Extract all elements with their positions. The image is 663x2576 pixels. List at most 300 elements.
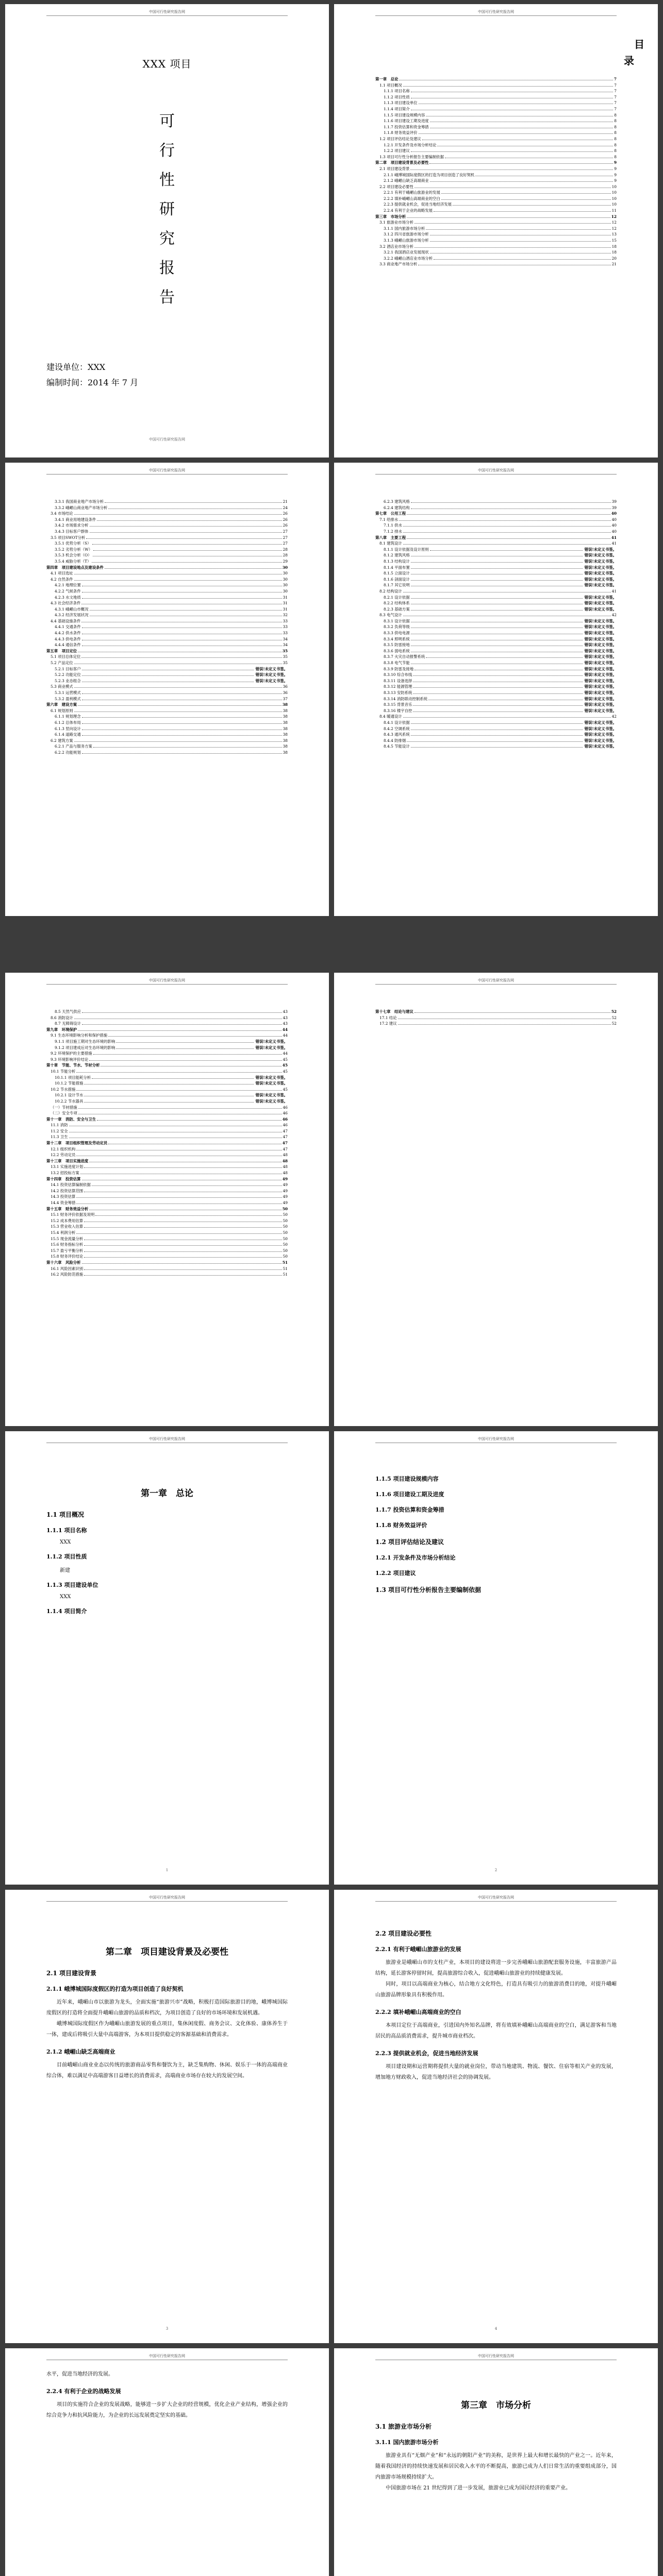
- toc-entry[interactable]: [375, 529, 617, 535]
- toc-entry[interactable]: [46, 1200, 288, 1206]
- toc-entry-title: 15.6 财务指标分析: [51, 1242, 84, 1247]
- toc-entry[interactable]: [46, 1170, 288, 1176]
- toc-entry-title: 6.1.1 规划理念: [55, 714, 81, 719]
- toc-page-number: 26: [283, 511, 288, 516]
- toc-entry[interactable]: [375, 660, 617, 666]
- toc-entry[interactable]: [375, 249, 617, 256]
- toc-entry[interactable]: [375, 702, 617, 708]
- toc-entry-title: 10.2 节水措施: [51, 1087, 76, 1092]
- subsection-heading: 2.1.1 峨博城国际度假区的打造为项目创造了良好契机: [46, 1986, 184, 1992]
- toc-entry[interactable]: [46, 654, 288, 660]
- toc-entry[interactable]: [46, 1057, 288, 1063]
- toc-entry[interactable]: [375, 648, 617, 654]
- toc-dot-leader: [78, 705, 281, 706]
- toc-page-number: 37: [283, 696, 288, 701]
- toc-entry[interactable]: [46, 618, 288, 624]
- toc-entry[interactable]: [46, 588, 288, 595]
- toc-dot-leader: [116, 1042, 253, 1043]
- toc-entry[interactable]: [46, 505, 288, 511]
- toc-entry[interactable]: [46, 624, 288, 630]
- toc-entry-title: 5.2.2 功能定位: [55, 672, 81, 677]
- toc-entry[interactable]: [375, 82, 617, 89]
- toc-page-number: 27: [283, 541, 288, 546]
- toc-dot-leader: [426, 657, 582, 658]
- toc-entry[interactable]: [46, 1164, 288, 1170]
- toc-entry[interactable]: [375, 88, 617, 94]
- toc-entry[interactable]: [375, 577, 617, 583]
- toc-entry-title: 3.2 酒店业市场分析: [379, 244, 413, 249]
- toc-entry[interactable]: [375, 244, 617, 250]
- toc-entry[interactable]: [46, 1146, 288, 1153]
- toc-entry[interactable]: [46, 1176, 288, 1182]
- toc-entry[interactable]: [46, 1248, 288, 1254]
- toc-entry[interactable]: [46, 595, 288, 601]
- toc-bookmark-error: 错误!未定义书签。: [584, 636, 617, 641]
- toc-entry[interactable]: [375, 166, 617, 172]
- toc-entry[interactable]: [375, 726, 617, 732]
- toc-entry[interactable]: [46, 1027, 288, 1033]
- page-header: 中国可行性研究报告网: [46, 2353, 288, 2360]
- toc-entry-title: 16.1 风险因素识别: [51, 1266, 84, 1271]
- toc-entry[interactable]: [375, 588, 617, 595]
- toc-entry[interactable]: [46, 1105, 288, 1111]
- toc-entry[interactable]: [375, 261, 617, 267]
- toc-entry[interactable]: [46, 529, 288, 535]
- toc-entry[interactable]: [46, 499, 288, 505]
- toc-entry[interactable]: [375, 106, 617, 112]
- toc-page-number: 7: [614, 100, 617, 106]
- toc-entry[interactable]: [375, 595, 617, 601]
- toc-page-number: 7: [614, 94, 617, 99]
- toc-entry-title: 14.4 资金筹措: [51, 1200, 76, 1205]
- toc-entry[interactable]: [375, 654, 617, 660]
- toc-entry[interactable]: [375, 238, 617, 244]
- toc-entry[interactable]: [46, 1021, 288, 1027]
- toc-bookmark-error: 错误!未定义书签。: [255, 672, 288, 677]
- toc-entry[interactable]: [46, 1242, 288, 1248]
- toc-entry[interactable]: [375, 1021, 617, 1027]
- toc-dot-leader: [82, 1263, 281, 1264]
- toc-entry[interactable]: [375, 565, 617, 571]
- toc-entry-title: 第二章 项目建设背景及必要性: [375, 160, 429, 165]
- toc-entry[interactable]: [375, 511, 617, 517]
- toc-entry-title: 3.3 商业地产市场分析: [379, 262, 418, 267]
- toc-entry[interactable]: [375, 184, 617, 190]
- toc-entry[interactable]: [375, 606, 617, 613]
- toc-entry[interactable]: [46, 1075, 288, 1081]
- toc-entry[interactable]: [46, 648, 288, 654]
- toc-entry[interactable]: [46, 1039, 288, 1045]
- toc-entry[interactable]: [46, 1080, 288, 1087]
- toc-entry[interactable]: [46, 1152, 288, 1158]
- toc-dot-leader: [398, 1024, 611, 1025]
- toc-entry-title: 2.2.4 有利于企业的战略发展: [384, 208, 433, 213]
- project-nature-value: 新建: [60, 1568, 70, 1573]
- toc-page-number: 8: [614, 154, 617, 159]
- toc-entry[interactable]: [46, 558, 288, 565]
- toc-page-number: 44: [283, 1051, 288, 1056]
- toc-entry[interactable]: [375, 231, 617, 238]
- toc-page-number: 18: [611, 250, 617, 255]
- toc-entry[interactable]: [375, 1009, 617, 1015]
- toc-entry[interactable]: [375, 499, 617, 505]
- toc-page-number: 34: [283, 636, 288, 641]
- toc-entry-title: 8.4.2 空调系统: [384, 726, 410, 731]
- toc-entry[interactable]: [46, 1045, 288, 1051]
- toc-entry-title: 4.3 社会经济条件: [51, 601, 81, 606]
- toc-entry[interactable]: [46, 522, 288, 529]
- toc-entry[interactable]: [46, 1182, 288, 1188]
- toc-entry[interactable]: [46, 517, 288, 523]
- toc-entry[interactable]: [46, 732, 288, 738]
- toc-entry-title: 8.4.5 节能设计: [384, 744, 410, 749]
- cover-vertical-title: [5, 107, 329, 312]
- toc-page-number: 30: [283, 577, 288, 582]
- toc-entry[interactable]: [375, 552, 617, 558]
- toc-entry[interactable]: [375, 684, 617, 690]
- toc-dot-leader: [403, 86, 614, 87]
- toc-list: [46, 499, 288, 756]
- toc-entry[interactable]: [375, 690, 617, 696]
- toc-entry[interactable]: [46, 672, 288, 678]
- page-header: 中国可行性研究报告网: [375, 1436, 617, 1443]
- page-toc-4: [5, 973, 329, 1426]
- toc-entry[interactable]: [46, 630, 288, 636]
- toc-entry-title: 8.2.1 设计依据: [384, 595, 410, 600]
- toc-dot-leader: [413, 675, 582, 676]
- toc-dot-leader: [97, 520, 281, 521]
- toc-dot-leader: [407, 741, 582, 742]
- toc-entry[interactable]: [375, 743, 617, 750]
- toc-entry[interactable]: [46, 511, 288, 517]
- toc-page-number: 38: [283, 714, 288, 719]
- toc-entry-title: 1.1.6 项目建设工期及进度: [384, 118, 429, 124]
- toc-entry-title: 15.8 财务评价结论: [51, 1254, 84, 1259]
- toc-dot-leader: [415, 1012, 610, 1013]
- toc-entry[interactable]: [46, 1212, 288, 1218]
- toc-dot-leader: [74, 687, 282, 688]
- toc-entry[interactable]: [46, 678, 288, 684]
- toc-dot-leader: [411, 580, 583, 581]
- toc-entry[interactable]: [46, 1122, 288, 1128]
- toc-entry[interactable]: [46, 570, 288, 577]
- toc-entry[interactable]: [46, 714, 288, 720]
- toc-dot-leader: [105, 568, 281, 569]
- toc-entry[interactable]: [46, 666, 288, 672]
- toc-page-number: 44: [283, 1033, 288, 1038]
- toc-entry[interactable]: [375, 76, 617, 82]
- toc-page-number: 10: [611, 196, 617, 201]
- toc-dot-leader: [76, 1197, 281, 1198]
- toc-page-number: 8: [614, 136, 617, 141]
- toc-page-number: 43: [283, 1015, 288, 1020]
- toc-entry[interactable]: [375, 642, 617, 648]
- toc-entry[interactable]: [46, 552, 288, 558]
- construction-unit: 建设单位：XXX: [46, 362, 106, 372]
- toc-bookmark-error: 错误!未定义书签。: [584, 577, 617, 582]
- toc-entry[interactable]: [46, 565, 288, 571]
- toc-entry-title: 5.3 商业模式: [51, 684, 73, 689]
- toc-entry[interactable]: [46, 636, 288, 642]
- page-toc-2: [5, 463, 329, 916]
- toc-entry-title: 第三章 市场分析: [375, 214, 406, 219]
- toc-page-number: 36: [283, 684, 288, 689]
- toc-entry[interactable]: [375, 256, 617, 262]
- toc-bookmark-error: 错误!未定义书签。: [584, 666, 617, 671]
- toc-entry[interactable]: [46, 726, 288, 732]
- toc-entry[interactable]: [375, 570, 617, 577]
- toc-page-number: 8: [614, 148, 617, 154]
- toc-entry[interactable]: [46, 690, 288, 696]
- toc-entry[interactable]: [46, 1116, 288, 1123]
- toc-entry[interactable]: [46, 660, 288, 666]
- toc-entry-title: 11.3 卫生: [51, 1134, 68, 1140]
- toc-entry[interactable]: [46, 1050, 288, 1057]
- toc-entry[interactable]: [375, 94, 617, 100]
- toc-entry-title: 第十七章 结论与建议: [375, 1009, 413, 1014]
- toc-entry[interactable]: [46, 642, 288, 648]
- subsection-heading: 1.1.7 投资估算和资金筹措: [375, 1506, 444, 1513]
- toc-page-number: 41: [611, 541, 617, 546]
- toc-page-number: 39: [611, 499, 617, 504]
- toc-page-number: 9: [614, 178, 617, 183]
- page-chapter-1-cont: [334, 1431, 658, 1885]
- toc-entry[interactable]: [46, 720, 288, 726]
- toc-dot-leader: [441, 199, 611, 200]
- toc-bookmark-error: 错误!未定义书签。: [584, 565, 617, 570]
- toc-page-number: 50: [283, 1224, 288, 1229]
- toc-entry[interactable]: [46, 1110, 288, 1116]
- toc-entry[interactable]: [46, 600, 288, 606]
- toc-entry[interactable]: [46, 547, 288, 553]
- toc-entry[interactable]: [375, 172, 617, 178]
- toc-entry-title: （二）安全专项: [51, 1111, 77, 1116]
- subsection-heading: 1.1.3 项目建设单位: [46, 1582, 98, 1588]
- toc-entry-title: 3.4.3 目标客户群体: [55, 529, 89, 534]
- toc-page-number: 50: [283, 1254, 288, 1259]
- toc-page-number: 10: [611, 184, 617, 189]
- toc-entry-title: 9.3 环境影响评价结论: [51, 1057, 89, 1062]
- toc-page-number: 48: [283, 1171, 288, 1176]
- toc-entry[interactable]: [375, 732, 617, 738]
- toc-entry[interactable]: [375, 540, 617, 547]
- toc-entry[interactable]: [46, 1266, 288, 1272]
- toc-bookmark-error: 错误!未定义书签。: [584, 684, 617, 689]
- toc-entry-title: 1.2 项目评估结论及建议: [379, 136, 421, 141]
- toc-dot-leader: [84, 1257, 281, 1258]
- toc-entry[interactable]: [375, 208, 617, 214]
- toc-entry[interactable]: [375, 178, 617, 184]
- toc-entry[interactable]: [375, 714, 617, 720]
- toc-entry[interactable]: [375, 696, 617, 702]
- toc-entry[interactable]: [375, 624, 617, 630]
- toc-entry[interactable]: [375, 558, 617, 565]
- toc-entry[interactable]: [46, 540, 288, 547]
- toc-dot-leader: [84, 1245, 281, 1246]
- toc-entry[interactable]: [46, 1140, 288, 1146]
- toc-page-number: 8: [614, 130, 617, 135]
- toc-entry[interactable]: [46, 1260, 288, 1266]
- toc-entry-title: 8.3.13 安防系统: [384, 690, 412, 695]
- toc-page-number: 46: [282, 1116, 288, 1122]
- toc-entry[interactable]: [46, 1069, 288, 1075]
- toc-entry[interactable]: [46, 606, 288, 613]
- toc-entry[interactable]: [375, 630, 617, 636]
- toc-entry[interactable]: [375, 522, 617, 529]
- toc-entry[interactable]: [46, 750, 288, 756]
- toc-entry[interactable]: [46, 1087, 288, 1093]
- toc-entry[interactable]: [375, 708, 617, 714]
- compile-date: 编制时间：2014 年 7 月: [46, 378, 139, 388]
- toc-entry[interactable]: [375, 600, 617, 606]
- cover-footer: 中国可行性研究报告网: [149, 437, 185, 442]
- toc-entry-title: 第十一章 消防、安全与卫生: [46, 1116, 96, 1122]
- toc-entry-title: 3.1.1 国内旅游市场分析: [384, 226, 425, 231]
- paragraph: 水平，促进当地经济的发展。: [46, 2371, 113, 2377]
- toc-bookmark-error: 错误!未定义书签。: [584, 726, 617, 731]
- toc-entry[interactable]: [375, 505, 617, 511]
- toc-entry[interactable]: [46, 1224, 288, 1230]
- toc-bookmark-error: 错误!未定义书签。: [584, 690, 617, 695]
- toc-entry[interactable]: [46, 1032, 288, 1039]
- toc-entry-title: 第八章 主要工程: [375, 535, 406, 540]
- toc-entry[interactable]: [375, 582, 617, 588]
- toc-entry[interactable]: [375, 196, 617, 202]
- toc-page-number: 45: [283, 1057, 288, 1062]
- toc-entry[interactable]: [375, 100, 617, 106]
- toc-entry[interactable]: [375, 517, 617, 523]
- toc-entry[interactable]: [375, 136, 617, 142]
- toc-page-number: 40: [611, 511, 617, 516]
- toc-page-number: 29: [283, 558, 288, 564]
- toc-bookmark-error: 错误!未定义书签。: [255, 666, 288, 671]
- toc-entry[interactable]: [46, 1092, 288, 1098]
- toc-entry[interactable]: [46, 684, 288, 690]
- toc-entry[interactable]: [375, 214, 617, 220]
- toc-page-number: 9: [614, 166, 617, 171]
- toc-entry[interactable]: [375, 1015, 617, 1021]
- toc-page-number: 7: [614, 82, 617, 88]
- toc-entry[interactable]: [46, 708, 288, 714]
- toc-entry[interactable]: [46, 1128, 288, 1134]
- toc-entry[interactable]: [46, 612, 288, 618]
- page-toc-5: [334, 973, 658, 1426]
- toc-entry[interactable]: [375, 535, 617, 541]
- toc-entry[interactable]: [46, 577, 288, 583]
- toc-entry[interactable]: [46, 1188, 288, 1194]
- toc-entry[interactable]: [375, 547, 617, 553]
- toc-entry-title: 第五章 项目定位: [46, 648, 77, 653]
- toc-entry[interactable]: [375, 201, 617, 208]
- toc-entry-title: 5.1 项目总体定位: [51, 654, 81, 659]
- toc-page-number: 8: [614, 112, 617, 117]
- toc-page-number: 40: [611, 523, 617, 528]
- toc-entry[interactable]: [375, 130, 617, 136]
- toc-entry[interactable]: [375, 618, 617, 624]
- page-number: 3: [165, 2327, 169, 2331]
- toc-page-number: 40: [611, 517, 617, 522]
- toc-entry[interactable]: [46, 743, 288, 750]
- toc-page-number: 33: [283, 631, 288, 636]
- toc-dot-leader: [413, 711, 582, 712]
- toc-entry-title: 3.1.2 四川省旅游市场分析: [384, 232, 429, 237]
- toc-entry[interactable]: [46, 696, 288, 702]
- toc-page-number: 49: [283, 1188, 288, 1193]
- toc-bookmark-error: 错误!未定义书签。: [255, 1093, 288, 1098]
- toc-entry-title: 15.5 现金流量分析: [51, 1236, 84, 1241]
- toc-entry[interactable]: [375, 154, 617, 160]
- toc-page-number: 41: [611, 588, 617, 594]
- toc-entry[interactable]: [46, 1194, 288, 1200]
- toc-entry[interactable]: [375, 738, 617, 744]
- toc-page-number: 48: [283, 1153, 288, 1158]
- toc-entry-title: 4.4.2 供水条件: [55, 631, 81, 636]
- toc-page-number: 8: [614, 124, 617, 129]
- toc-entry[interactable]: [375, 118, 617, 124]
- toc-page-number: 50: [283, 1230, 288, 1235]
- toc-entry[interactable]: [375, 160, 617, 166]
- toc-entry-title: 4.1 项目选址: [51, 571, 73, 576]
- toc-entry[interactable]: [46, 1009, 288, 1015]
- toc-page-number: 47: [282, 1141, 288, 1146]
- toc-entry[interactable]: [46, 582, 288, 588]
- toc-entry-title: 8.3 电气设计: [379, 613, 402, 618]
- toc-entry[interactable]: [375, 124, 617, 130]
- toc-entry-title: 8.1.3 结构设计: [384, 558, 410, 564]
- toc-entry[interactable]: [375, 678, 617, 684]
- toc-entry[interactable]: [46, 738, 288, 744]
- toc-page-number: 31: [283, 595, 288, 600]
- toc-dot-leader: [429, 163, 612, 164]
- toc-entry[interactable]: [375, 720, 617, 726]
- toc-entry[interactable]: [375, 142, 617, 148]
- toc-page-number: 24: [283, 505, 288, 510]
- toc-entry[interactable]: [46, 535, 288, 541]
- toc-entry[interactable]: [375, 219, 617, 226]
- toc-entry[interactable]: [46, 1272, 288, 1278]
- toc-entry-title: 3.5.2 劣势分析（W）: [55, 547, 93, 552]
- toc-entry[interactable]: [375, 226, 617, 232]
- toc-entry[interactable]: [46, 702, 288, 708]
- page-header: 中国可行性研究报告网: [46, 9, 288, 16]
- toc-entry-title: 3.2.1 我国酒店业发展现状: [384, 250, 429, 255]
- toc-entry[interactable]: [46, 1098, 288, 1105]
- toc-entry[interactable]: [46, 1206, 288, 1212]
- toc-entry[interactable]: [375, 672, 617, 678]
- toc-entry[interactable]: [46, 1134, 288, 1140]
- toc-dot-leader: [82, 717, 282, 718]
- cover-char: 性: [159, 171, 175, 189]
- toc-page-number: 52: [611, 1021, 617, 1026]
- toc-entry[interactable]: [46, 1015, 288, 1021]
- paragraph: 中国旅游市场在 21 世纪得到了进一步发展，旅游业已成为国民经济的重要产业。: [386, 2485, 571, 2491]
- toc-entry[interactable]: [46, 1230, 288, 1236]
- toc-entry[interactable]: [46, 1158, 288, 1164]
- toc-entry[interactable]: [375, 612, 617, 618]
- toc-entry[interactable]: [375, 112, 617, 118]
- toc-entry[interactable]: [46, 1062, 288, 1069]
- toc-bookmark-error: 错误!未定义书签。: [584, 571, 617, 576]
- toc-entry-title: 17.2 建议: [379, 1021, 397, 1026]
- toc-entry[interactable]: [375, 148, 617, 154]
- toc-dot-leader: [411, 735, 583, 736]
- toc-entry[interactable]: [375, 636, 617, 642]
- toc-entry[interactable]: [375, 190, 617, 196]
- toc-entry[interactable]: [46, 1236, 288, 1242]
- toc-entry[interactable]: [46, 1218, 288, 1224]
- toc-entry[interactable]: [46, 1253, 288, 1260]
- toc-entry[interactable]: [375, 666, 617, 672]
